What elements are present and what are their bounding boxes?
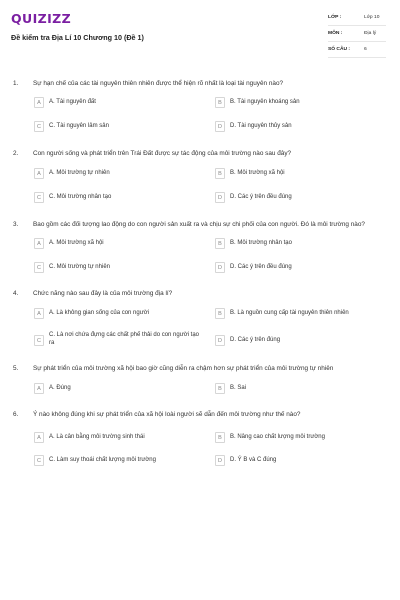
option-letter-box: D — [215, 262, 225, 273]
option-a[interactable] — [34, 168, 204, 181]
meta-class-value: Lớp 10 — [364, 15, 380, 20]
option-text: C. Tài nguyên lâm sản — [49, 123, 109, 129]
option-text: D. Các ý trên đều đúng — [230, 264, 292, 270]
worksheet-header — [0, 0, 400, 70]
meta-count-label: SỐ CÂU : — [328, 47, 351, 52]
option-letter-box: C — [34, 262, 44, 273]
option-letter-box: C — [34, 121, 44, 132]
question-text: Bao gồm các đối tượng lao động do con người sản xuất ra và chịu sự chi phối của con người. Đó là môi trường nào? — [33, 221, 365, 228]
option-letter-box: D — [215, 335, 225, 346]
option-letter-box: C — [34, 335, 44, 346]
page-title: Đề kiểm tra Địa Lí 10 Chương 10 (Đề 1) — [11, 33, 144, 42]
option-text: A. Tài nguyên đất — [49, 99, 96, 105]
option-text: D. Các ý trên đều đúng — [230, 194, 292, 200]
question-number: 2. — [13, 150, 19, 157]
quizizz-logo: QUIZIZZ — [11, 11, 72, 26]
option-text: A. Môi trường xã hội — [49, 240, 104, 246]
meta-class-row — [328, 14, 386, 26]
option-b[interactable] — [215, 97, 385, 110]
option-d[interactable] — [215, 455, 385, 468]
option-d[interactable] — [215, 121, 385, 134]
option-letter-box: A — [34, 308, 44, 319]
option-letter-box: B — [215, 238, 225, 249]
option-text: B. Là nguồn cung cấp tài nguyên thiên nhiên — [230, 310, 349, 316]
option-a[interactable] — [34, 238, 204, 251]
meta-class-label: LỚP : — [328, 15, 342, 20]
option-c[interactable] — [34, 331, 204, 351]
option-letter-box: B — [215, 308, 225, 319]
option-b[interactable] — [215, 383, 385, 396]
meta-subject-label: MÔN : — [328, 31, 343, 36]
option-text: A. Là không gian sống của con người — [49, 310, 150, 316]
meta-divider — [328, 57, 386, 58]
option-text: C. Là nơi chứa đựng các chất phế thải do con người tạo ra — [49, 332, 200, 346]
option-a[interactable] — [34, 383, 204, 396]
option-letter-box: A — [34, 383, 44, 394]
meta-divider — [328, 25, 386, 26]
option-letter-box: D — [215, 455, 225, 466]
option-text: C. Môi trường nhân tạo — [49, 194, 112, 200]
meta-divider — [328, 41, 386, 42]
option-text: B. Môi trường nhân tạo — [230, 240, 292, 246]
option-d[interactable] — [215, 335, 385, 348]
option-a[interactable] — [34, 308, 204, 321]
option-text: C. Môi trường tự nhiên — [49, 264, 110, 270]
option-b[interactable] — [215, 432, 385, 445]
option-letter-box: C — [34, 192, 44, 203]
option-d[interactable] — [215, 262, 385, 275]
option-text: A. Là cân bằng môi trường sinh thái — [49, 434, 145, 440]
option-letter-box: B — [215, 432, 225, 443]
option-letter-box: B — [215, 97, 225, 108]
option-b[interactable] — [215, 308, 385, 321]
option-a[interactable] — [34, 432, 204, 445]
meta-count-row — [328, 46, 386, 58]
option-text: B. Nâng cao chất lượng môi trường — [230, 434, 325, 440]
option-letter-box: A — [34, 97, 44, 108]
option-c[interactable] — [34, 121, 204, 134]
option-letter-box: D — [215, 192, 225, 203]
question-number: 4. — [13, 290, 19, 297]
option-text: D. Tài nguyên thủy sản — [230, 123, 292, 129]
option-text: D. Ý B và C đúng — [230, 457, 277, 463]
option-letter-box: B — [215, 383, 225, 394]
option-text: D. Các ý trên đúng — [230, 337, 281, 343]
question-text: Sự hạn chế của các tài nguyên thiên nhiên được thể hiện rõ nhất là loại tài nguyên nào? — [33, 80, 284, 87]
option-text: C. Làm suy thoái chất lượng môi trường — [49, 457, 156, 463]
option-d[interactable] — [215, 192, 385, 205]
option-text: A. Đúng — [49, 385, 71, 391]
option-letter-box: A — [34, 432, 44, 443]
question-text: Sự phát triển của môi trường xã hội bao giờ cũng diễn ra chậm hơn sự phát triển của môi trường tự nhiên — [33, 365, 334, 372]
option-a[interactable] — [34, 97, 204, 110]
option-c[interactable] — [34, 455, 204, 468]
option-text: A. Môi trường tự nhiên — [49, 170, 110, 176]
option-c[interactable] — [34, 262, 204, 275]
option-b[interactable] — [215, 168, 385, 181]
option-letter-box: C — [34, 455, 44, 466]
option-b[interactable] — [215, 238, 385, 251]
question-text: Chức năng nào sau đây là của môi trường địa lí? — [33, 290, 173, 297]
meta-subject-value: Địa lý — [364, 31, 377, 36]
question-text: Ý nào không đúng khi sự phát triển của xã hội loài người sẽ dẫn đến môi trường như thế nào? — [33, 411, 301, 418]
option-letter-box: A — [34, 168, 44, 179]
option-letter-box: B — [215, 168, 225, 179]
question-text: Con người sống và phát triển trên Trái Đất được sự tác động của môi trường nào sau đây? — [33, 150, 292, 157]
option-text: B. Tài nguyên khoáng sản — [230, 99, 300, 105]
question-number: 1. — [13, 80, 19, 87]
option-letter-box: D — [215, 121, 225, 132]
question-number: 3. — [13, 221, 19, 228]
option-text: B. Sai — [230, 385, 247, 391]
option-letter-box: A — [34, 238, 44, 249]
option-text: B. Môi trường xã hội — [230, 170, 285, 176]
question-number: 6. — [13, 411, 19, 418]
meta-count-value: 6 — [364, 47, 367, 52]
option-c[interactable] — [34, 192, 204, 205]
question-number: 5. — [13, 365, 19, 372]
meta-subject-row — [328, 30, 386, 42]
